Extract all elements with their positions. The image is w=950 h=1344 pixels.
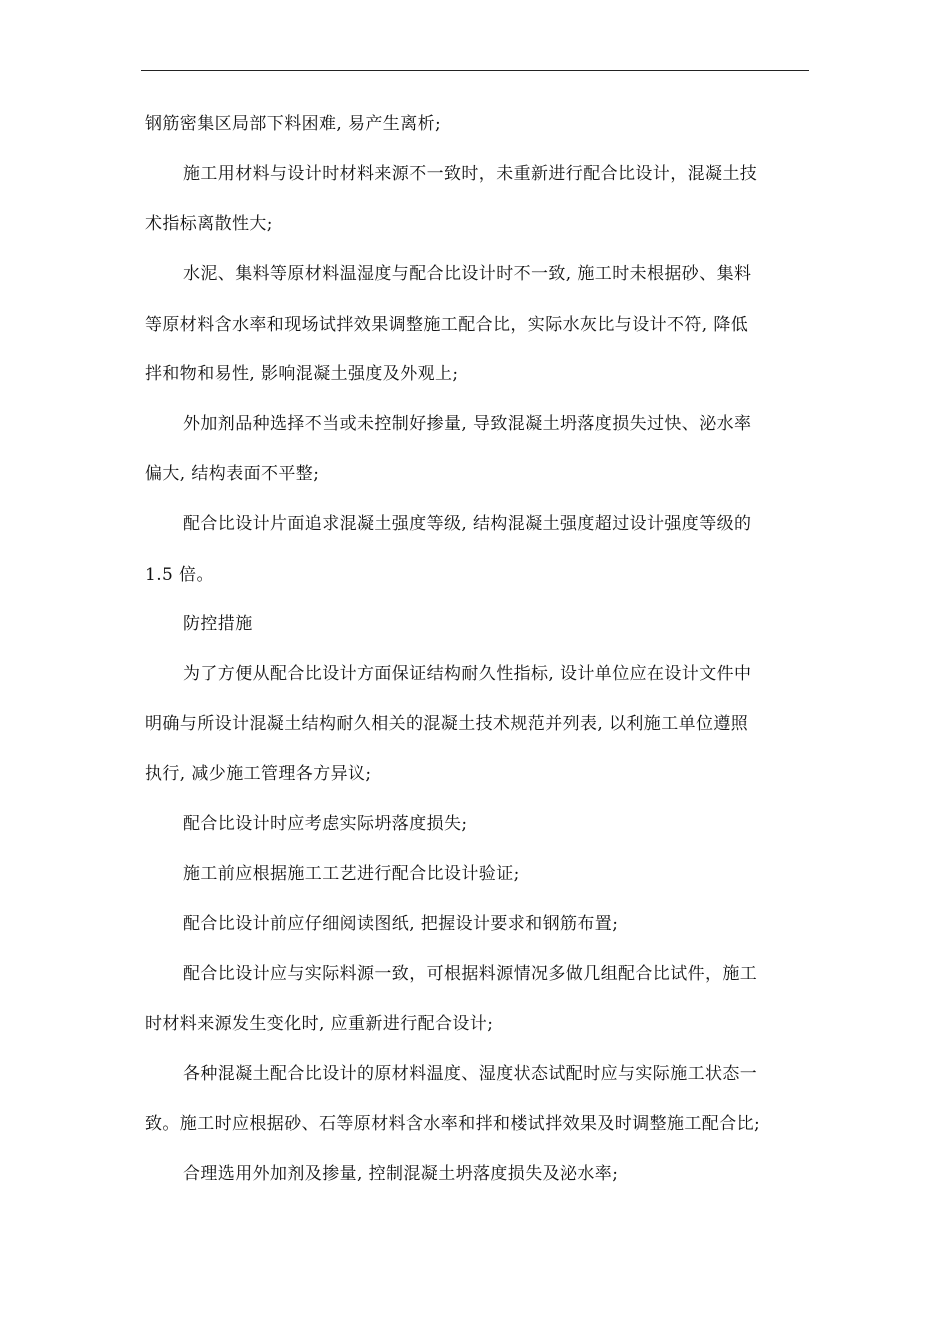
paragraph-first-line: 施工用材料与设计时材料来源不一致时，未重新进行配合比设计，混凝土技 <box>183 164 758 184</box>
text-line: 拌和物和易性, 影响混凝土强度及外观上; <box>145 364 459 384</box>
paragraph-first-line: 外加剂品种选择不当或未控制好掺量, 导致混凝土坍落度损失过快、泌水率 <box>183 414 752 434</box>
paragraph-first-line: 施工前应根据施工工艺进行配合比设计验证; <box>183 864 520 884</box>
paragraph-first-line: 合理选用外加剂及掺量, 控制混凝土坍落度损失及泌水率; <box>183 1164 619 1184</box>
paragraph-first-line: 配合比设计应与实际料源一致，可根据料源情况多做几组配合比试件，施工 <box>183 964 758 984</box>
paragraph-first-line: 配合比设计片面追求混凝土强度等级, 结构混凝土强度超过设计强度等级的 <box>183 514 752 534</box>
paragraph-first-line: 配合比设计前应仔细阅读图纸, 把握设计要求和钢筋布置; <box>183 914 619 934</box>
text-line: 等原材料含水率和现场试拌效果调整施工配合比，实际水灰比与设计不符, 降低 <box>145 315 749 335</box>
text-line: 钢筋密集区局部下料困难, 易产生离析; <box>145 114 442 134</box>
text-line: 术指标离散性大; <box>145 214 273 234</box>
text-line: 时材料来源发生变化时, 应重新进行配合设计; <box>145 1014 494 1034</box>
paragraph-first-line: 水泥、集料等原材料温湿度与配合比设计时不一致, 施工时未根据砂、集料 <box>183 264 752 284</box>
text-line: 执行, 减少施工管理各方异议; <box>145 764 372 784</box>
text-line: 偏大, 结构表面不平整; <box>145 464 320 484</box>
text-line: 致。施工时应根据砂、石等原材料含水率和拌和楼试拌效果及时调整施工配合比; <box>145 1114 761 1134</box>
text-line: 1.5 倍。 <box>145 565 214 585</box>
paragraph-first-line: 为了方便从配合比设计方面保证结构耐久性指标, 设计单位应在设计文件中 <box>183 664 752 684</box>
header-rule <box>141 70 809 71</box>
section-heading: 防控措施 <box>183 614 253 634</box>
paragraph-first-line: 配合比设计时应考虑实际坍落度损失; <box>183 814 468 834</box>
text-line: 明确与所设计混凝土结构耐久相关的混凝土技术规范并列表, 以利施工单位遵照 <box>145 714 749 734</box>
paragraph-first-line: 各种混凝土配合比设计的原材料温度、湿度状态试配时应与实际施工状态一 <box>183 1064 758 1084</box>
